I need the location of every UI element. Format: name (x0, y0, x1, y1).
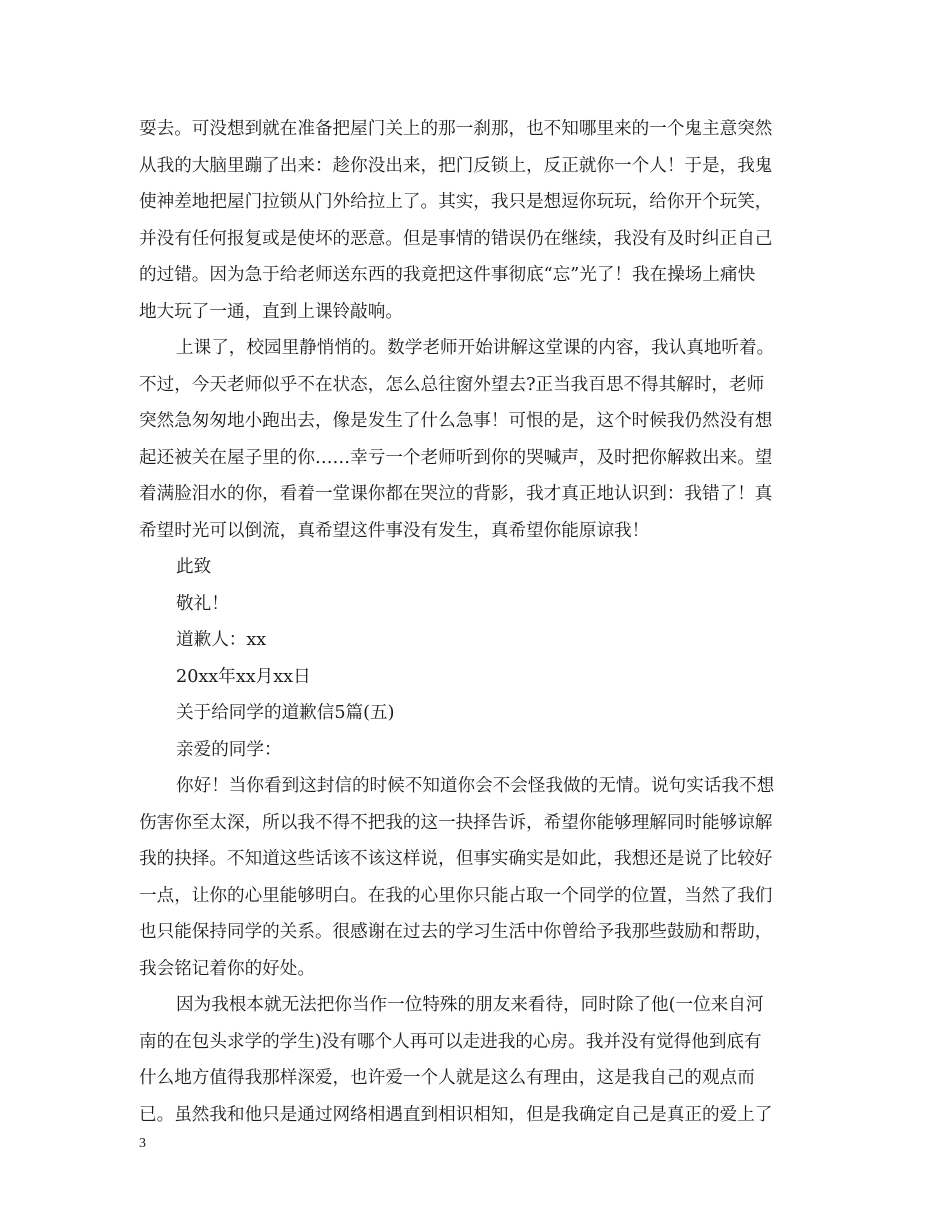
text-line: 你好！当你看到这封信的时候不知道你会不会怪我做的无情。说句实话我不想 (176, 776, 775, 796)
text-line: 敬礼！ (176, 593, 229, 614)
text-line: 因为我根本就无法把你当作一位特殊的朋友来看待，同时除了他(一位来自河 (176, 995, 764, 1015)
text-line: 也只能保持同学的关系。很感谢在过去的学习生活中你曾给予我那些鼓励和帮助， (139, 922, 773, 942)
text-line: 关于给同学的道歉信5篇(五) (176, 703, 395, 723)
text-line: 上课了，校园里静悄悄的。数学老师开始讲解这堂课的内容，我认真地听着。 (176, 338, 775, 358)
text-line: 我的抉择。不知道这些话该不该这样说，但事实确实是如此，我想还是说了比较好 (139, 849, 773, 869)
text-line: 伤害你至太深，所以我不得不把我的这一抉择告诉，希望你能够理解同时能够谅解 (139, 812, 773, 833)
text-line: 一点，让你的心里能够明白。在我的心里你只能占取一个同学的位置，当然了我们 (139, 885, 773, 906)
text-line: 耍去。可没想到就在准备把屋门关上的那一刹那，也不知哪里来的一个鬼主意突然 (139, 119, 773, 139)
text-line: 不过，今天老师似乎不在状态，怎么总往窗外望去?正当我百思不得其解时，老师 (139, 374, 765, 395)
text-line: 南的在包头求学的学生)没有哪个人再可以走进我的心房。我并没有觉得他到底有 (139, 1031, 762, 1052)
text-line: 使神差地把屋门拉锁从门外给拉上了。其实，我只是想逗你玩玩，给你开个玩笑， (139, 192, 773, 212)
page-number: 3 (139, 1136, 146, 1151)
text-line: 此致 (176, 557, 212, 577)
document-body (139, 111, 819, 1133)
text-line: 突然急匆匆地小跑出去，像是发生了什么急事！可恨的是，这个时候我仍然没有想 (139, 411, 773, 431)
text-line: 亲爱的同学： (176, 739, 282, 760)
text-line: 地大玩了一通，直到上课铃敲响。 (139, 301, 403, 322)
text-line: 并没有任何报复或是使坏的恶意。但是事情的错误仍在继续，我没有及时纠正自己 (139, 228, 773, 249)
text-line: 的过错。因为急于给老师送东西的我竟把这件事彻底“忘”光了！我在操场上痛快 (139, 265, 756, 285)
text-line: 什么地方值得我那样深爱，也许爱一个人就是这么有理由，这是我自己的观点而 (139, 1068, 755, 1088)
text-line: 从我的大脑里蹦了出来：趁你没出来，把门反锁上，反正就你一个人！于是，我鬼 (139, 155, 773, 176)
text-line: 道歉人：xx (176, 630, 267, 650)
text-line: 我会铭记着你的好处。 (139, 958, 315, 979)
text-line: 起还被关在屋子里的你……幸亏一个老师听到你的哭喊声，及时把你解救出来。望 (139, 447, 773, 468)
text-line: 20xx年xx月xx日 (176, 666, 311, 687)
text-line: 已。虽然我和他只是通过网络相遇直到相识相知，但是我确定自己是真正的爱上了 (139, 1104, 773, 1125)
text-line: 希望时光可以倒流，真希望这件事没有发生，真希望你能原谅我！ (139, 520, 650, 541)
text-line: 着满脸泪水的你，看着一堂课你都在哭泣的背影，我才真正地认识到：我错了！真 (139, 484, 773, 504)
